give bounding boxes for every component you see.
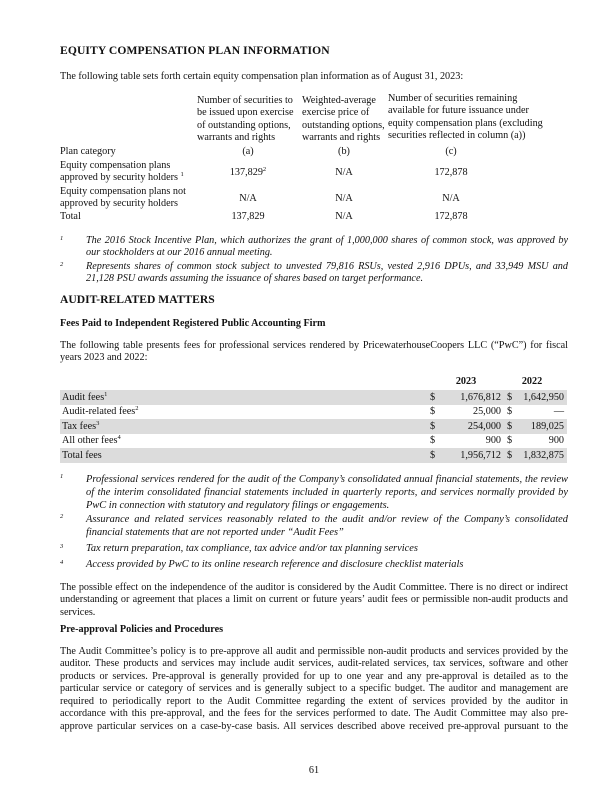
footnote-number: 1 [60, 235, 64, 242]
audit-section-title: AUDIT-RELATED MATTERS [60, 293, 215, 306]
fee-label-text: Tax fees [62, 420, 97, 432]
fee-2023-value: 900 [485, 435, 501, 446]
fee-label [62, 406, 139, 418]
page-number: 61 [308, 765, 320, 776]
fee-label-text: Audit fees [62, 391, 105, 403]
year-2023-header: 2023 [455, 376, 477, 387]
fee-label-text: Audit-related fees [62, 406, 136, 417]
cell-a: 137,829 [231, 211, 265, 222]
currency-symbol: $ [430, 391, 436, 403]
fee-2022-value: 900 [548, 435, 564, 446]
cell-value: 137,829 [229, 167, 263, 178]
fee-label [62, 450, 102, 462]
preapproval-paragraph: The Audit Committee’s policy is to pre-approve all audit and permissible non-audit products and services provided by the auditor. These products and services may include audit services, audit-related services, tax services, software and other products or services. Pre-approval is generally provided for up to one year and any pre-approval is detailed as to the particular service or category of services and is generally subject to a specific budget. The auditor and management are required to periodically report to the Audit Committee regarding the extent of services provided by the auditor in accordance with this pre-approval, and the fees for the services performed to date. The Audit Committee may also pre-approve particular services on a case-by-case basis. All services described above received pre-approval pursuant to the [60, 646, 568, 732]
footnote-text: The 2016 Stock Incentive Plan, which authorizes the grant of 1,000,000 shares of common stock, was approved by our stockholders at our 2016 annual meeting. [86, 235, 568, 259]
row-label-line: Equity compensation plans not [60, 186, 186, 197]
table-row [60, 405, 567, 420]
fees-heading: Fees Paid to Independent Registered Public Accounting Firm [60, 318, 326, 329]
cell-b: N/A [335, 193, 353, 204]
fee-2022-value: 189,025 [530, 420, 564, 432]
table-row [60, 390, 567, 405]
currency-symbol: $ [507, 420, 513, 432]
currency-symbol: $ [430, 406, 436, 417]
table-row [60, 160, 568, 186]
header-line: securities reflected in column (a)) [388, 130, 526, 142]
row-label [60, 160, 184, 185]
fee-label [62, 421, 99, 433]
fees-intro: The following table presents fees for professional services rendered by PricewaterhouseCoopers LLC (“PwC”) for fiscal years 2023 and 2022: [60, 340, 568, 364]
fees-table-header [60, 376, 568, 389]
currency-symbol: $ [507, 449, 513, 461]
plan-category-label: Plan category [60, 146, 116, 157]
fee-label [62, 392, 107, 404]
footnote-text: Tax return preparation, tax compliance, tax advice and/or tax planning services [86, 543, 418, 554]
table-row [60, 419, 567, 434]
cell-c: 172,878 [434, 167, 468, 178]
header-line: Weighted-average [302, 95, 376, 106]
equity-intro: The following table sets forth certain equity compensation plan information as of August 31, 2023: [60, 71, 464, 82]
row-label-line: approved by security holders [60, 172, 178, 184]
col-b-letter: (b) [338, 146, 350, 157]
fee-label-text: All other fees [62, 435, 118, 446]
cell-a [195, 167, 301, 179]
footnote-number: 1 [60, 473, 64, 480]
header-line: be issued upon exercise [197, 107, 294, 119]
footnote-number: 4 [60, 559, 64, 566]
fee-2023-value: 1,676,812 [460, 391, 501, 403]
header-line: Number of securities to [197, 95, 293, 106]
footnote-ref: 2 [135, 405, 139, 412]
footnote-ref: 1 [180, 171, 184, 179]
footnote-number: 3 [60, 543, 64, 550]
fee-2022-value: 1,832,875 [523, 449, 564, 461]
header-line: warrants and rights [197, 132, 276, 144]
currency-symbol: $ [430, 435, 436, 446]
currency-symbol: $ [507, 435, 513, 446]
fee-label [62, 435, 121, 447]
row-label: Total [60, 211, 81, 222]
header-line: of outstanding options, [197, 119, 291, 131]
header-line: warrants and rights [302, 132, 381, 144]
fee-2023-value: 1,956,712 [460, 449, 501, 461]
fee-2022-value: — [553, 406, 564, 417]
footnote-text: Assurance and related services reasonably related to the audit and/or review of the Company’s consolidated financial statements that are not reported under “Audit Fees” [86, 514, 568, 539]
header-line: outstanding options, [302, 119, 385, 131]
footnote-number: 2 [60, 261, 64, 268]
footnote-text: Access provided by PwC to its online research reference and disclosure checklist materials [86, 559, 464, 570]
preapproval-heading: Pre-approval Policies and Procedures [60, 624, 224, 635]
header-line: exercise price of [302, 107, 370, 119]
currency-symbol: $ [507, 406, 513, 417]
table-row-total [60, 448, 567, 463]
fee-2022-value: 1,642,950 [523, 391, 564, 403]
year-2022-header: 2022 [521, 376, 543, 387]
row-label-line: Equity compensation plans [60, 160, 171, 171]
fee-2023-value: 254,000 [467, 420, 501, 432]
footnote-ref: 4 [117, 434, 121, 441]
row-label [60, 186, 186, 211]
header-line: Number of securities remaining [388, 93, 518, 104]
cell-c: N/A [442, 193, 460, 204]
col-c-letter: (c) [445, 146, 457, 157]
header-line: equity compensation plans (excluding [388, 117, 543, 129]
table-row [60, 186, 568, 212]
cell-b: N/A [335, 211, 353, 222]
currency-symbol: $ [507, 391, 513, 403]
cell-b: N/A [335, 167, 353, 178]
independence-paragraph: The possible effect on the independence of the auditor is considered by the Audit Committee. There is no direct or indirect understanding or agreement that places a limit on current or future years’ audit fees or permissible non-audit products and services. [60, 582, 568, 618]
cell-c: 172,878 [434, 211, 468, 222]
equity-col-c-header [388, 93, 548, 143]
equity-col-b-header [302, 95, 392, 145]
footnote-ref: 3 [96, 419, 100, 427]
equity-section-title: EQUITY COMPENSATION PLAN INFORMATION [60, 44, 330, 57]
currency-symbol: $ [430, 449, 436, 461]
footnote-ref: 1 [104, 390, 108, 398]
equity-col-a-header [197, 95, 307, 145]
footnote-number: 2 [60, 513, 64, 520]
footnote-ref: 2 [262, 166, 267, 173]
row-label-line: approved by security holders [60, 198, 178, 210]
footnote-text: Professional services rendered for the audit of the Company’s consolidated annual financial statements, the review of the interim consolidated financial statements included in quarterly reports, and services normally provided by PwC in connection with statutory and regulatory filings or engagements. [86, 474, 568, 512]
fee-label-text: Total fees [62, 449, 102, 461]
footnote-text: Represents shares of common stock subject to unvested 79,816 RSUs, vested 2,916 DPUs, and 33,949 MSU and 21,128 PSU awards assuming the issuance of shares based on target performance. [86, 261, 568, 285]
currency-symbol: $ [430, 420, 436, 432]
col-a-letter: (a) [242, 146, 254, 157]
fee-2023-value: 25,000 [472, 406, 501, 417]
header-line: available for future issuance under [388, 105, 529, 117]
cell-a: N/A [239, 193, 257, 204]
table-row [60, 434, 567, 449]
